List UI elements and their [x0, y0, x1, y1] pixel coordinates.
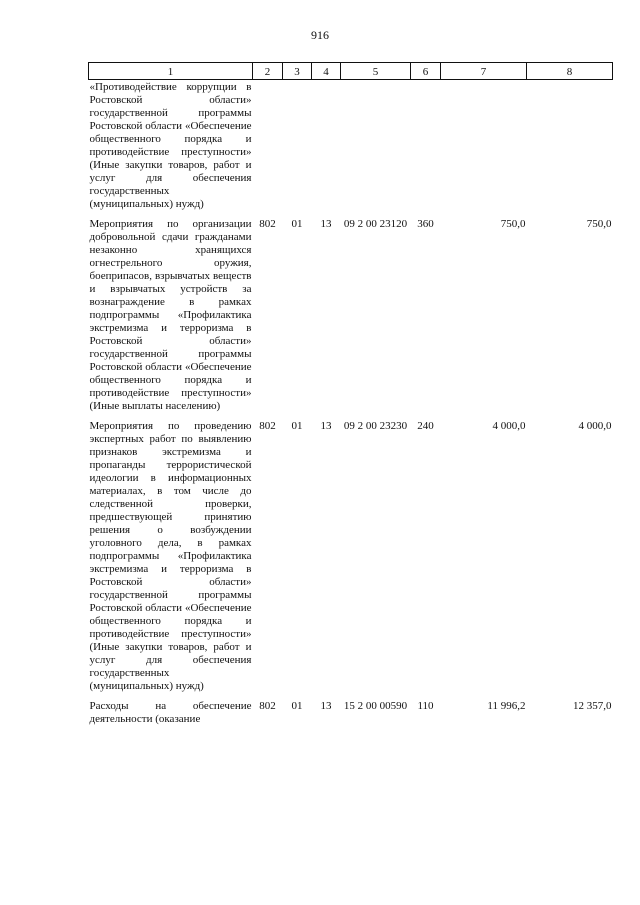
cell-ministry-code: 802 — [259, 700, 276, 712]
cell-target-article: 09 2 00 23120 — [343, 218, 408, 230]
row-description: Мероприятия по проведению экспертных работ по выявлению признаков экстремизма и пропаганды террористической идеологии в информационных материалах, в том числе до следственной проверки, предшествующей принятию решения о возбуждении уголовного дела, в рамках подпрограммы «Профилактика экстремизма и терроризма в Ростовской области» государственной программы Ростовской области «Обеспечение общественного порядка и противодействие преступности» (Иные закупки товаров, работ и услуг для обеспечения государственных (муниципальных) нужд) — [89, 420, 252, 692]
row-description: «Противодействие коррупции в Ростовской области» государственной программы Ростовской области «Обеспечение общественного порядка и противодействие преступности» (Иные закупки товаров, работ и услуг для обеспечения государственных (муниципальных) нужд) — [89, 81, 252, 210]
cell-expense-type: 240 — [417, 420, 434, 432]
cell-amount-year-2 — [527, 80, 613, 218]
column-header-2: 2 — [253, 63, 283, 80]
cell-ministry-code — [253, 80, 283, 218]
column-header-3: 3 — [283, 63, 312, 80]
cell-subsection — [312, 80, 341, 218]
cell-ministry-code: 802 — [259, 218, 276, 230]
page-number: 916 — [311, 28, 329, 42]
cell-subsection: 13 — [320, 700, 332, 712]
table-row — [89, 217, 613, 419]
cell-target-article: 09 2 00 23230 — [343, 420, 408, 432]
cell-expense-type: 360 — [417, 218, 434, 230]
cell-amount-year-2: 750,0 — [586, 218, 612, 230]
cell-amount-year-1: 750,0 — [500, 218, 526, 230]
cell-amount-year-1: 4 000,0 — [492, 420, 526, 432]
cell-expense-type: 110 — [417, 700, 434, 712]
cell-expense-type — [411, 80, 441, 218]
cell-target-article: 15 2 00 00590 — [343, 700, 408, 712]
column-header-7: 7 — [441, 63, 527, 80]
cell-target-article — [341, 80, 411, 218]
column-header-6: 6 — [411, 63, 441, 80]
table-row — [89, 419, 613, 699]
cell-section: 01 — [291, 218, 303, 230]
table-row — [89, 699, 613, 732]
column-header-1: 1 — [89, 63, 253, 80]
cell-amount-year-2: 12 357,0 — [573, 700, 612, 712]
table-row — [89, 80, 613, 218]
cell-section — [283, 80, 312, 218]
cell-amount-year-2: 4 000,0 — [578, 420, 612, 432]
column-header-8: 8 — [527, 63, 613, 80]
cell-ministry-code: 802 — [259, 420, 276, 432]
cell-subsection: 13 — [320, 420, 332, 432]
budget-table — [88, 62, 613, 732]
row-description: Мероприятия по организации добровольной сдачи гражданами незаконно хранящихся огнестрельного оружия, боеприпасов, взрывчатых веществ и взрывчатых устройств за вознаграждение в рамках подпрограммы «Профилактика экстремизма и терроризма в Ростовской области» государственной программы Ростовской области «Обеспечение общественного порядка и противодействие преступности» (Иные выплаты населению) — [89, 218, 252, 412]
cell-subsection: 13 — [320, 218, 332, 230]
cell-amount-year-1: 11 996,2 — [487, 700, 526, 712]
column-header-5: 5 — [341, 63, 411, 80]
row-description: Расходы на обеспечение деятельности (оказание — [89, 700, 252, 725]
cell-section: 01 — [291, 700, 303, 712]
column-header-4: 4 — [312, 63, 341, 80]
cell-amount-year-1 — [441, 80, 527, 218]
cell-section: 01 — [291, 420, 303, 432]
table-header-row — [89, 63, 613, 80]
